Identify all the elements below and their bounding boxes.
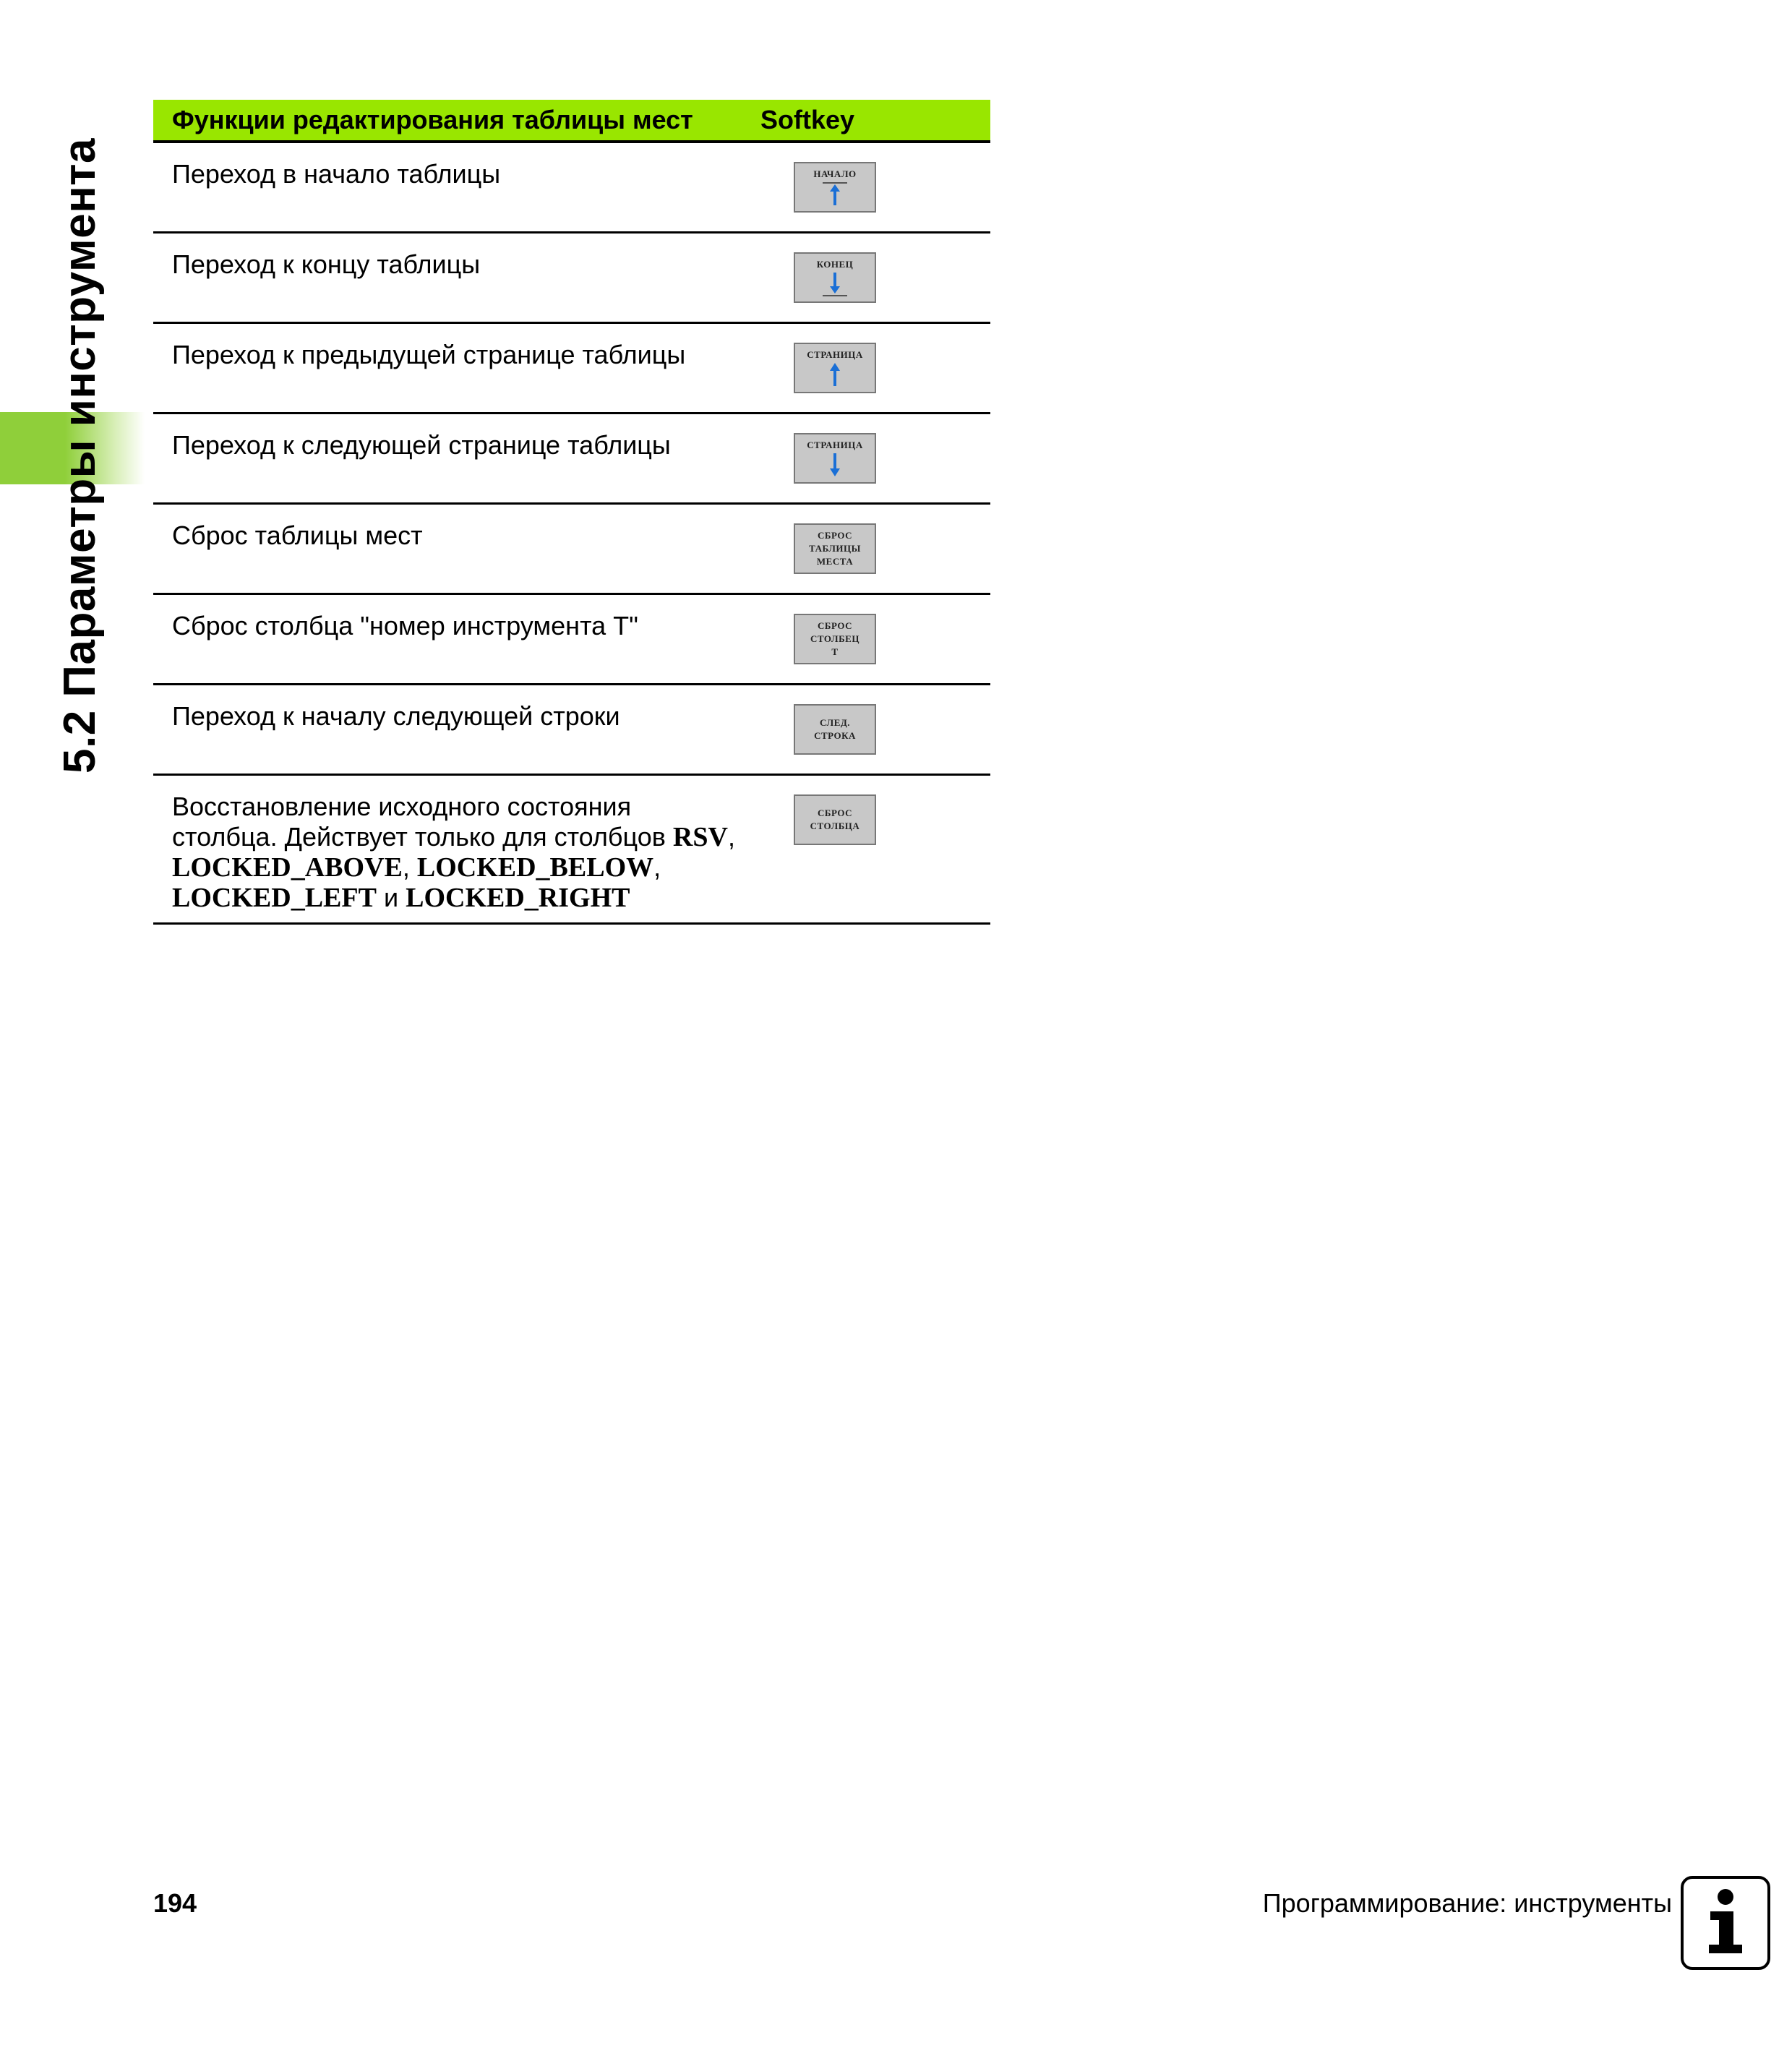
softkey-label: СТОЛБЕЦ [810,633,859,644]
arrow-up-from-line-icon [817,181,853,207]
softkey-table-end[interactable] [794,252,876,303]
softkey-label: ТАБЛИЦЫ [809,543,861,554]
row-description: Переход к предыдущей странице таблицы [172,340,686,369]
info-icon [1681,1876,1770,1970]
softkey-table-start[interactable] [794,162,876,213]
softkey-page-down[interactable] [794,433,876,484]
table-row [153,505,990,595]
table-row [153,324,990,414]
row-description: Переход к следующей странице таблицы [172,430,671,460]
softkey-reset-column-t[interactable] [794,614,876,664]
code-locked-above: LOCKED_ABOVE [172,852,403,883]
softkey-label: СЛЕД. [819,717,851,728]
chapter-side-title: 5.2 Параметры инструмента [55,137,105,774]
softkey-label: СТРОКА [814,730,856,741]
header-softkey: Softkey [760,105,855,134]
table-row [153,776,990,925]
desc-line: Восстановление исходного состояния [172,792,632,821]
softkey-reset-pocket-table[interactable] [794,523,876,574]
row-description: Сброс таблицы мест [172,520,423,550]
softkey-label: СТРАНИЦА [807,349,863,360]
table-row [153,414,990,505]
arrow-down-icon [817,452,853,478]
softkey-label: МЕСТА [816,556,854,567]
table-header [153,100,990,143]
code-rsv: RSV [672,822,728,852]
page-number: 194 [153,1888,197,1918]
table-row [153,685,990,776]
softkey-label: СТОЛБЦА [810,821,860,831]
row-description: Переход к началу следующей строки [172,701,620,731]
softkey-page-up[interactable] [794,343,876,393]
softkey-next-line[interactable] [794,704,876,755]
edit-functions-table [153,100,990,925]
softkey-label: СБРОС [817,620,852,631]
code-locked-left: LOCKED_LEFT [172,883,377,913]
softkey-label: КОНЕЦ [816,259,854,270]
softkey-label: НАЧАЛО [813,168,857,179]
row-description: Сброс столбца "номер инструмента T" [172,611,638,640]
softkey-label: T [831,646,839,657]
row-description: Переход к концу таблицы [172,249,481,279]
conjunction: и [383,883,399,912]
arrow-up-icon [817,361,853,387]
table-row [153,233,990,324]
code-locked-below: LOCKED_BELOW [416,852,654,883]
desc-line: столбца. Действует только для столбцов [172,822,673,852]
softkey-label: СБРОС [817,530,852,541]
code-locked-right: LOCKED_RIGHT [406,883,630,913]
table-row [153,143,990,233]
footer-section-title: Программирование: инструменты [1262,1888,1672,1918]
softkey-label: СТРАНИЦА [807,440,863,450]
table-row [153,595,990,685]
row-description: Переход в начало таблицы [172,159,501,189]
softkey-reset-column[interactable] [794,794,876,845]
header-functions: Функции редактирования таблицы мест [172,105,693,134]
row-description: Восстановление исходного состояния столбца. Действует только для столбцов RSV, LOCKED_ABOVE, LOCKED_BELOW, LOCKED_LEFT и LOCKED_RIGHT [172,792,735,913]
softkey-label: СБРОС [817,807,852,818]
arrow-down-to-line-icon [817,271,853,297]
